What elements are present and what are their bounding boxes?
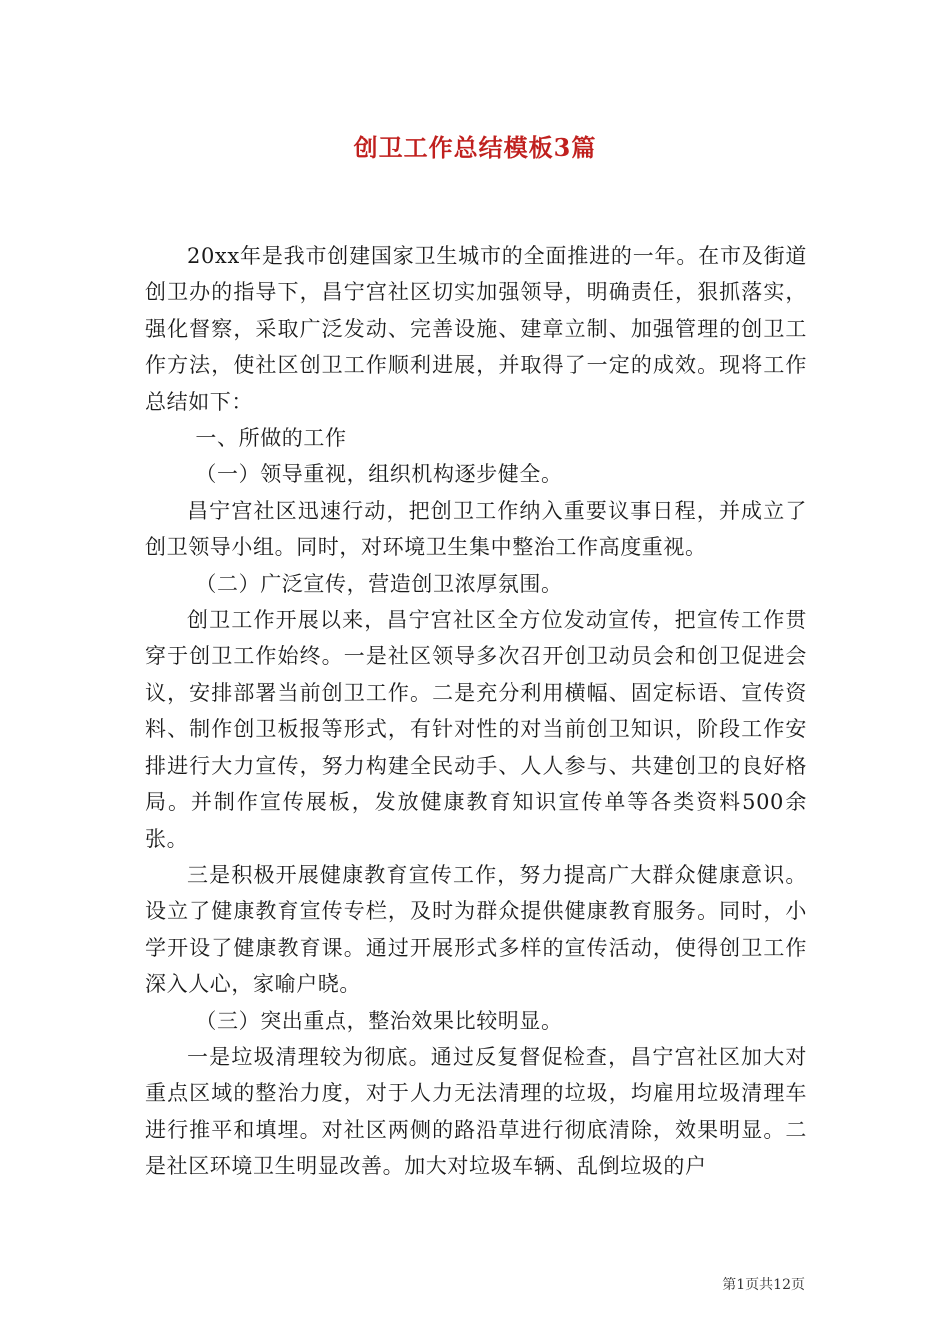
body-paragraph: 一是垃圾清理较为彻底。通过反复督促检查，昌宁宫社区加大对重点区域的整治力度，对于人力无法清理的垃圾，均雇用垃圾清理车进行推平和填埋。对社区两侧的路沿草进行彻底清除，效果明显。二是社区环境卫生明显改善。加大对垃圾车辆、乱倒垃圾的户 — [145, 1044, 807, 1179]
intro-paragraph: 20xx年是我市创建国家卫生城市的全面推进的一年。在市及街道创卫办的指导下，昌宁宫社区切实加强领导，明确责任，狠抓落实，强化督察，采取广泛发动、完善设施、建章立制、加强管理的创卫工作方法，使社区创卫工作顺利进展，并取得了一定的成效。现将工作总结如下： — [145, 244, 807, 414]
subsection-heading-2: （二）广泛宣传，营造创卫浓厚氛围。 — [195, 571, 563, 596]
subsection-heading-1: （一）领导重视，组织机构逐步健全。 — [195, 462, 563, 487]
subsection-heading-3: （三）突出重点，整治效果比较明显。 — [195, 1008, 563, 1033]
document-title: 创卫工作总结模板3篇 — [353, 133, 597, 162]
body-paragraph: 昌宁宫社区迅速行动，把创卫工作纳入重要议事日程，并成立了创卫领导小组。同时，对环境卫生集中整治工作高度重视。 — [145, 498, 807, 560]
document-body — [145, 238, 807, 1185]
page-number-footer: 第1页共12页 — [722, 1277, 805, 1293]
body-paragraph: 创卫工作开展以来，昌宁宫社区全方位发动宣传，把宣传工作贯穿于创卫工作始终。一是社区领导多次召开创卫动员会和创卫促进会议，安排部署当前创卫工作。二是充分利用横幅、固定标语、宣传资料、制作创卫板报等形式，有针对性的对当前创卫知识，阶段工作安排进行大力宣传，努力构建全民动手、人人参与、共建创卫的良好格局。并制作宣传展板，发放健康教育知识宣传单等各类资料500余张。 — [145, 608, 807, 851]
section-heading-work-done: 一、所做的工作 — [195, 426, 347, 451]
body-paragraph: 三是积极开展健康教育宣传工作，努力提高广大群众健康意识。设立了健康教育宣传专栏，及时为群众提供健康教育服务。同时，小学开设了健康教育课。通过开展形式多样的宣传活动，使得创卫工作深入人心，家喻户晓。 — [145, 862, 807, 997]
